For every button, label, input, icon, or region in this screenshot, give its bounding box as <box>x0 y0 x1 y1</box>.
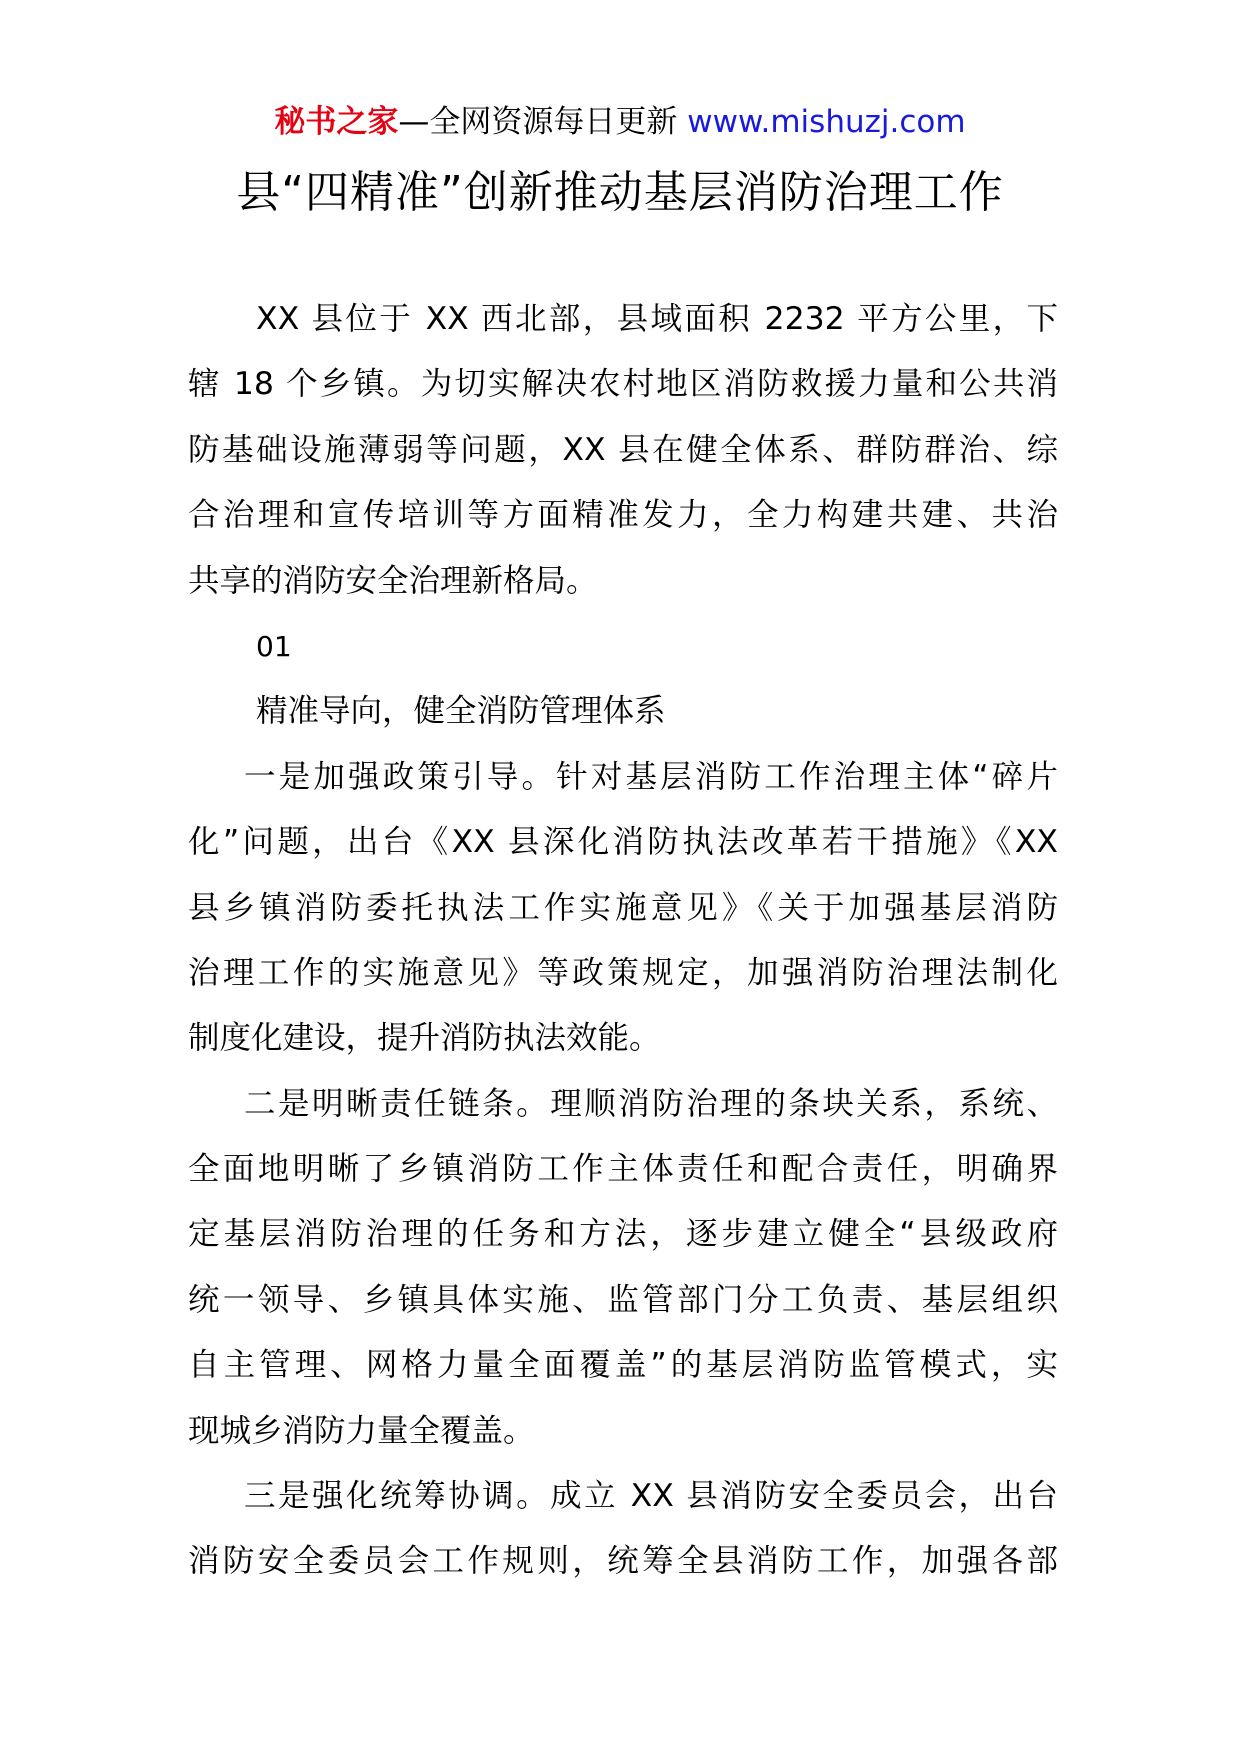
header-tagline: —全网资源每日更新 <box>398 104 678 140</box>
document-title: 县“四精准”创新推动基层消防治理工作 <box>236 167 1004 218</box>
site-header <box>0 100 1240 144</box>
body-line: 定基层消防治理的任务和方法，逐步建立健全“县级政府 <box>188 1216 1058 1253</box>
body-line: 共享的消防安全治理新格局。 <box>188 562 598 599</box>
body-line: 消防安全委员会工作规则，统筹全县消防工作，加强各部 <box>188 1543 1058 1580</box>
body-line: 统一领导、乡镇具体实施、监管部门分工负责、基层组织 <box>188 1281 1058 1318</box>
body-line: XX 县位于 XX 西北部，县域面积 2232 平方公里，下 <box>256 301 1058 337</box>
site-url-link[interactable]: www.mishuzj.com <box>687 104 966 140</box>
body-line: 一是加强政策引导。针对基层消防工作治理主体“碎片 <box>244 758 1058 795</box>
body-line: 自主管理、网格力量全面覆盖”的基层消防监管模式，实 <box>188 1347 1058 1384</box>
body-line: 二是明晰责任链条。理顺消防治理的条块关系，系统、 <box>244 1085 1058 1122</box>
body-line: 治理工作的实施意见》等政策规定，加强消防治理法制化 <box>188 954 1058 991</box>
body-line: 全面地明晰了乡镇消防工作主体责任和配合责任，明确界 <box>188 1151 1058 1188</box>
body-line: 现城乡消防力量全覆盖。 <box>188 1412 535 1449</box>
body-line: 三是强化统筹协调。成立 XX 县消防安全委员会，出台 <box>244 1478 1058 1515</box>
brand-name: 秘书之家 <box>274 104 399 140</box>
body-line: 县乡镇消防委托执法工作实施意见》《关于加强基层消防 <box>188 889 1058 926</box>
section-number: 01 <box>256 629 292 663</box>
document-body <box>188 287 1058 1595</box>
section-heading: 精准导向，健全消防管理体系 <box>256 693 666 730</box>
body-line: 制度化建设，提升消防执法效能。 <box>188 1020 661 1057</box>
body-line: 防基础设施薄弱等问题，XX 县在健全体系、群防群治、综 <box>188 431 1058 468</box>
body-line: 辖 18 个乡镇。为切实解决农村地区消防救援力量和公共消 <box>188 366 1058 403</box>
body-line: 化”问题，出台《XX 县深化消防执法改革若干措施》《XX <box>188 824 1058 861</box>
body-line: 合治理和宣传培训等方面精准发力，全力构建共建、共治 <box>188 497 1058 534</box>
